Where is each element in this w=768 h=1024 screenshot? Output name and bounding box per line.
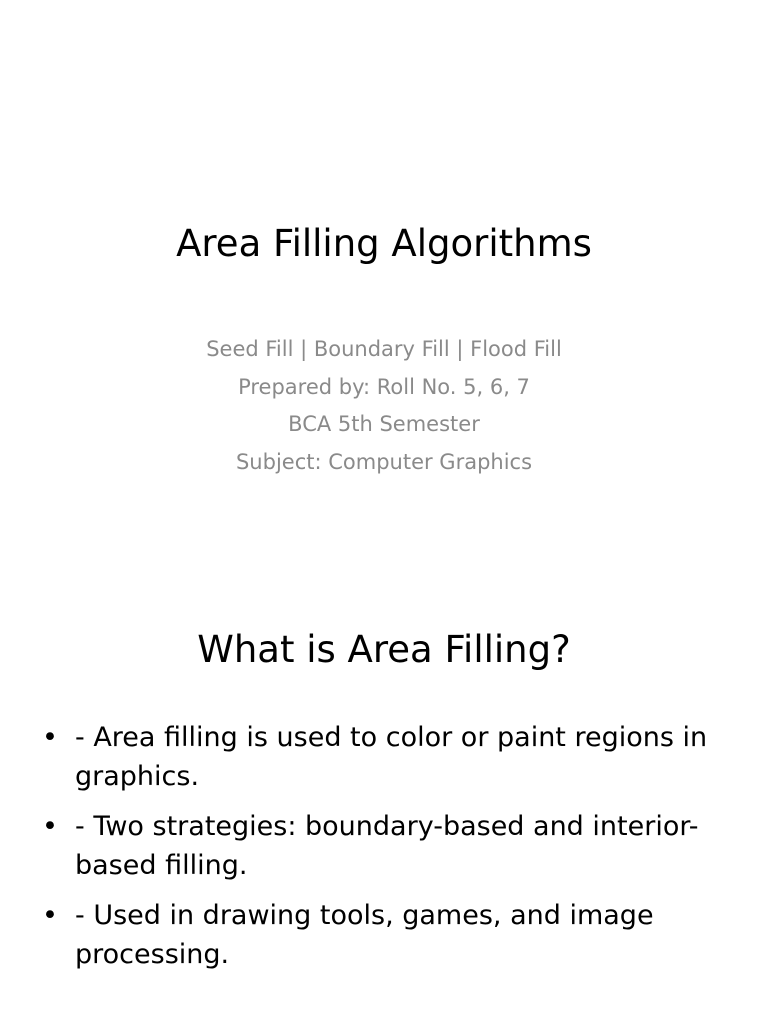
list-item xyxy=(40,896,730,974)
bullet-list xyxy=(40,718,730,985)
bullet-text: - Used in drawing tools, games, and image processing. xyxy=(75,900,654,970)
slide-title: What is Area Filling? xyxy=(197,628,571,671)
bullet-icon: • xyxy=(42,722,58,753)
subtitle-subject: Subject: Computer Graphics xyxy=(235,449,533,474)
slide-subtitle xyxy=(0,331,768,481)
bullet-icon: • xyxy=(42,811,58,842)
subtitle-semester: BCA 5th Semester xyxy=(288,412,480,436)
bullet-text: - Area filling is used to color or paint regions in graphics. xyxy=(75,722,708,792)
content-slide xyxy=(0,576,768,1024)
bullet-icon: • xyxy=(42,900,58,931)
list-item xyxy=(40,807,730,885)
subtitle-prepared-by: Prepared by: Roll No. 5, 6, 7 xyxy=(238,374,530,399)
slide-title: Area Filling Algorithms xyxy=(176,222,592,265)
subtitle-topics: Seed Fill | Boundary Fill | Flood Fill xyxy=(206,337,562,361)
bullet-text: - Two strategies: boundary-based and interior-based filling. xyxy=(75,811,699,881)
list-item xyxy=(40,718,730,796)
